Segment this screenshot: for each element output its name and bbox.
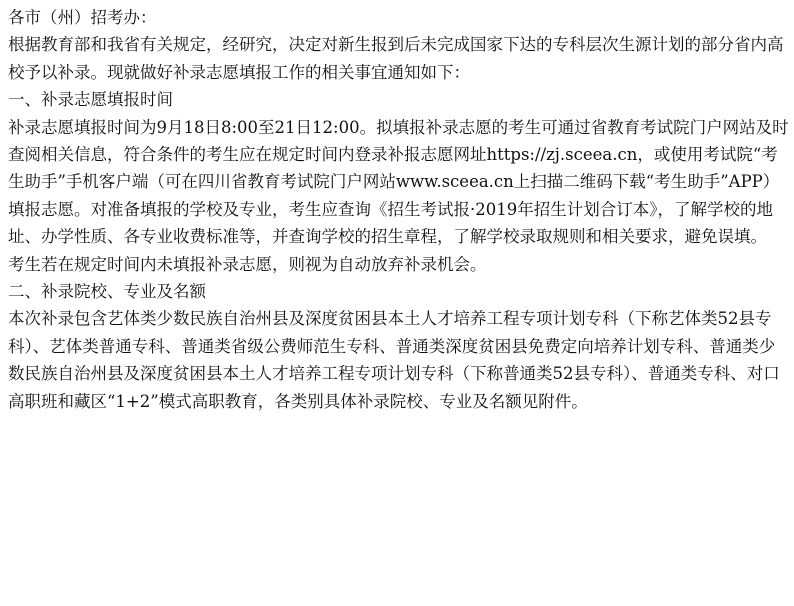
section-1-heading: 一、补录志愿填报时间 <box>8 90 173 110</box>
intro-paragraph: 根据教育部和我省有关规定，经研究，决定对新生报到后未完成国家下达的专科层次生源计划的部分省内高校予以补录。现就做好补录志愿填报工作的相关事宜通知如下： <box>8 35 784 82</box>
section-1-paragraph-1: 补录志愿填报时间为9月18日8:00至21日12:00。拟填报补录志愿的考生可通过省教育考试院门户网站及时查阅相关信息，符合条件的考生应在规定时间内登录补报志愿网址https://zj.sceea.cn，或使用考试院“考生助手”手机客户端（可在四川省教育考试院门户网站www.sceea.cn上扫描二维码下载“考生助手”APP）填报志愿。对准备填报的学校及专业，考生应查询《招生考试报·2019年招生计划合订本》，了解学校的地址、办学性质、各专业收费标准等，并查询学校的招生章程，了解学校录取规则和相关要求，避免误填。 <box>8 117 789 247</box>
section-2-paragraph-1: 本次补录包含艺体类少数民族自治州县及深度贫困县本土人才培养工程专项计划专科（下称艺体类52县专科）、艺体类普通专科、普通类省级公费师范生专科、普通类深度贫困县免费定向培养计划专科、普通类少数民族自治州县及深度贫困县本土人才培养工程专项计划专科（下称普通类52县专科）、普通类专科、对口高职班和藏区“1+2”模式高职教育，各类别具体补录院校、专业及名额见附件。 <box>8 309 780 411</box>
salutation: 各市（州）招考办： <box>8 8 157 27</box>
section-2-heading: 二、补录院校、专业及名额 <box>8 282 206 302</box>
section-1-paragraph-2: 考生若在规定时间内未填报补录志愿，则视为自动放弃补录机会。 <box>8 254 487 274</box>
